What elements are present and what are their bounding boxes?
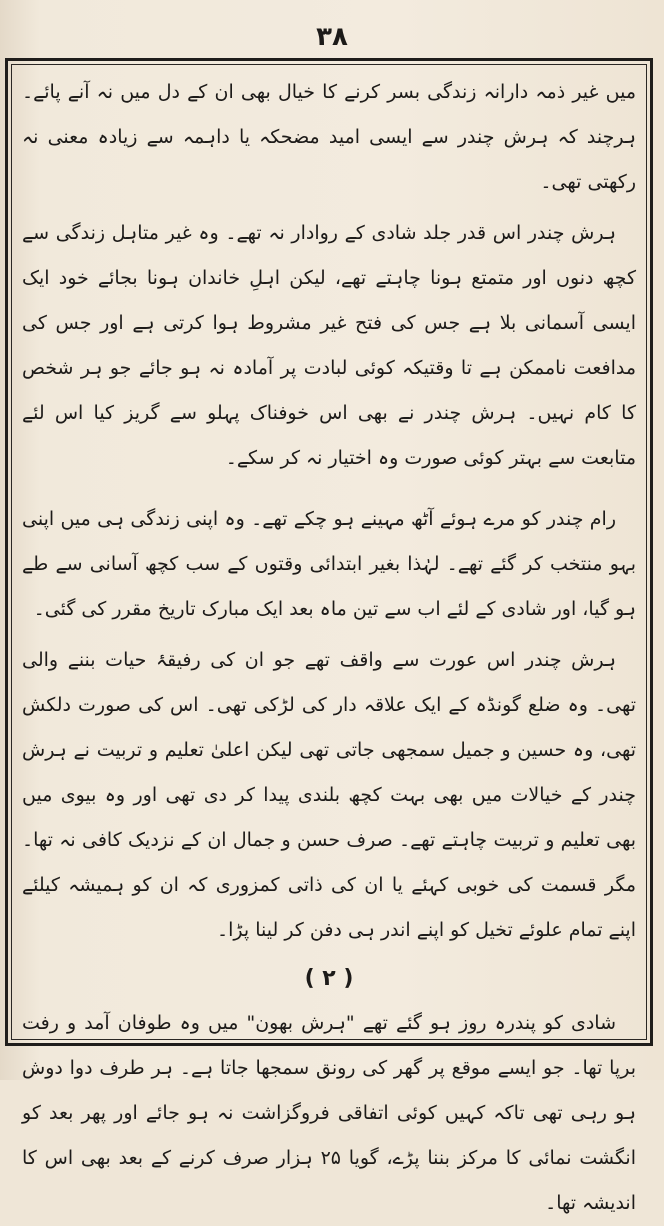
paragraph: شادی کو پندرہ روز ہو گئے تھے "ہرش بھون" میں وہ طوفان آمد و رفت برپا تھا۔ جو ایسے موقع پر گھر کی رونق سمجھا جاتا ہے۔ ہر طرف دوا دوش ہو رہی تھی تاکہ کہیں کوئی اتفاقی فروگزاشت نہ ہو جائے اور پھر بعد کو انگشت نمائی کا مرکز بننا پڑے، گویا ۲۵ ہزار صرف کرنے کے بعد بھی اس کا اندیشہ تھا۔ [22, 1012, 637, 1214]
paragraph: رام چندر کو مرے ہوئے آٹھ مہینے ہو چکے تھے۔ وہ اپنی زندگی ہی میں اپنی بہو منتخب کر گئے تھے۔ لہٰذا بغیر ابتدائی وقتوں کے سب کچھ آسانی سے طے ہو گیا، اور شادی کے لئے اب سے تین ماہ بعد ایک مبارک تاریخ مقرر کی گئی۔ [22, 508, 636, 620]
paragraph: ہرش چندر اس عورت سے واقف تھے جو ان کی رفیقۂ حیات بننے والی تھی۔ وہ ضلع گونڈہ کے ایک علاقہ دار کی لڑکی تھی۔ اس کی صورت دلکش تھی، وہ حسین و جمیل سمجھی جاتی تھی لیکن اعلیٰ تعلیم و تربیت نے ہرش چندر کے خیالات میں بھی بہت کچھ بلندی پیدا کر دی تھی اور وہ بیوی میں بھی تعلیم و تربیت چاہتے تھے۔ صرف حسن و جمال ان کے نزدیک کافی نہ تھا۔ مگر قسمت کی خوبی کہئے یا ان کی ذاتی کمزوری کہ ان کو ہمیشہ کیلئے اپنے تمام علوئے تخیل کو اپنے اندر ہی دفن کر لینا پڑا۔ [22, 649, 636, 941]
section-heading: ( ۲ ) [304, 966, 354, 991]
body-text [22, 70, 636, 1226]
page-number: ۳۸ [316, 22, 348, 52]
paragraph: ہرش چندر اس قدر جلد شادی کے روادار نہ تھے۔ وہ غیر متاہل زندگی سے کچھ دنوں اور متمتع ہونا چاہتے تھے، لیکن اہلِ خاندان ہونا بجائے خود ایک ایسی آسمانی بلا ہے جس کی فتح غیر مشروط ہوا کرتی ہے اور جس کی مدافعت ناممکن ہے تا وقتیکہ کوئی لبادت پر آمادہ نہ ہو جائے جو ہر شخص کا کام نہیں۔ ہرش چندر نے بھی اس خوفناک پہلو سے گریز کیا اس لئے متابعت سے بہتر کوئی صورت وہ اختیار نہ کر سکے۔ [22, 222, 636, 469]
paragraph: میں غیر ذمہ دارانہ زندگی بسر کرنے کا خیال بھی ان کے دل میں نہ آنے پائے۔ ہرچند کہ ہرش چندر سے ایسی امید مضحکہ یا داہمہ سے زیادہ معنی نہ رکھتی تھی۔ [22, 81, 636, 193]
